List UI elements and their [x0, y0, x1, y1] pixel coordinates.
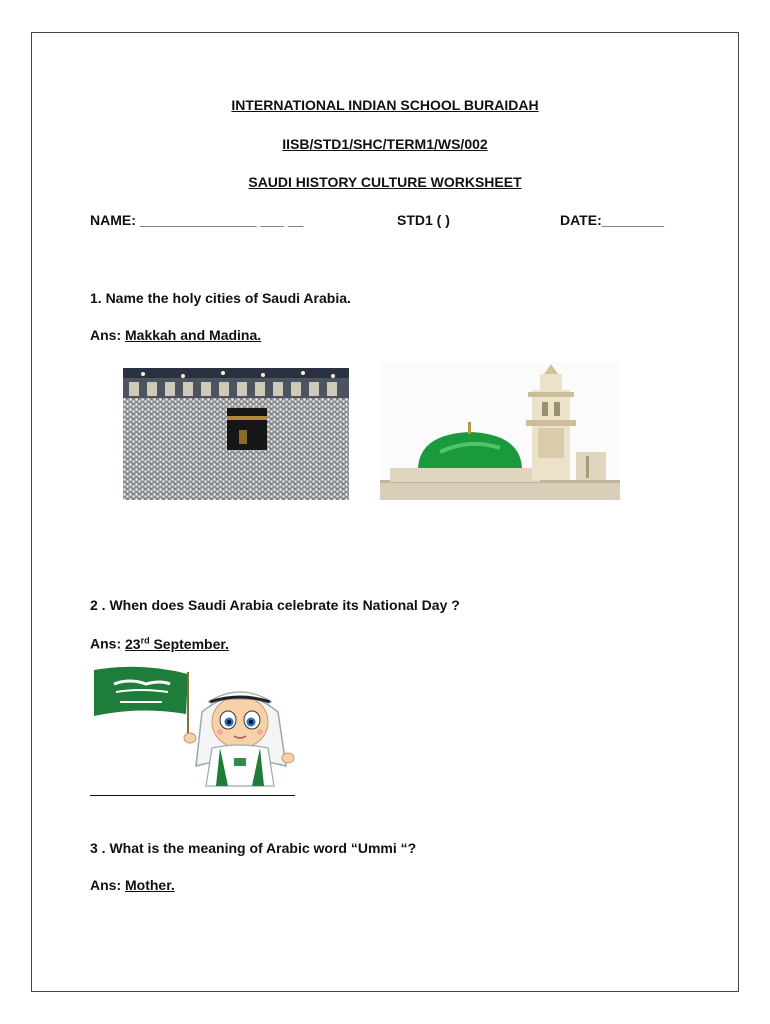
answer-blank-line	[90, 795, 295, 796]
saudi-flag-boy-illustration	[90, 662, 310, 790]
answer-1	[90, 327, 261, 343]
question-1: 1. Name the holy cities of Saudi Arabia.	[90, 290, 351, 306]
answer-2-month: September.	[149, 635, 229, 652]
makkah-kaaba-image	[123, 368, 349, 500]
school-name: INTERNATIONAL INDIAN SCHOOL BURAIDAH	[231, 97, 539, 113]
date-label: DATE:	[560, 212, 602, 228]
worksheet-code: IISB/STD1/SHC/TERM1/WS/002	[282, 136, 488, 152]
madina-green-dome-image	[380, 362, 620, 500]
answer-2-text	[125, 636, 229, 652]
answer-2-suffix: rd	[140, 635, 150, 645]
answer-2-label: Ans:	[90, 635, 125, 652]
name-blank: _______________ ___ __	[139, 212, 304, 228]
answer-1-label: Ans:	[90, 327, 125, 343]
answer-3	[90, 877, 175, 893]
date-blank: ________	[601, 212, 665, 228]
answer-3-text: Mother.	[125, 877, 175, 893]
std-field: STD1 ( )	[397, 212, 450, 228]
question-2: 2 . When does Saudi Arabia celebrate its National Day ?	[90, 597, 460, 613]
name-field	[90, 212, 303, 228]
answer-2	[90, 635, 229, 652]
name-label: NAME:	[90, 212, 140, 228]
worksheet-title: SAUDI HISTORY CULTURE WORKSHEET	[248, 174, 522, 190]
question-3: 3 . What is the meaning of Arabic word “Ummi “?	[90, 840, 417, 856]
answer-2-day: 23	[125, 635, 141, 652]
answer-3-label: Ans:	[90, 877, 125, 893]
date-field	[560, 212, 664, 228]
answer-1-text: Makkah and Madina.	[125, 327, 262, 343]
